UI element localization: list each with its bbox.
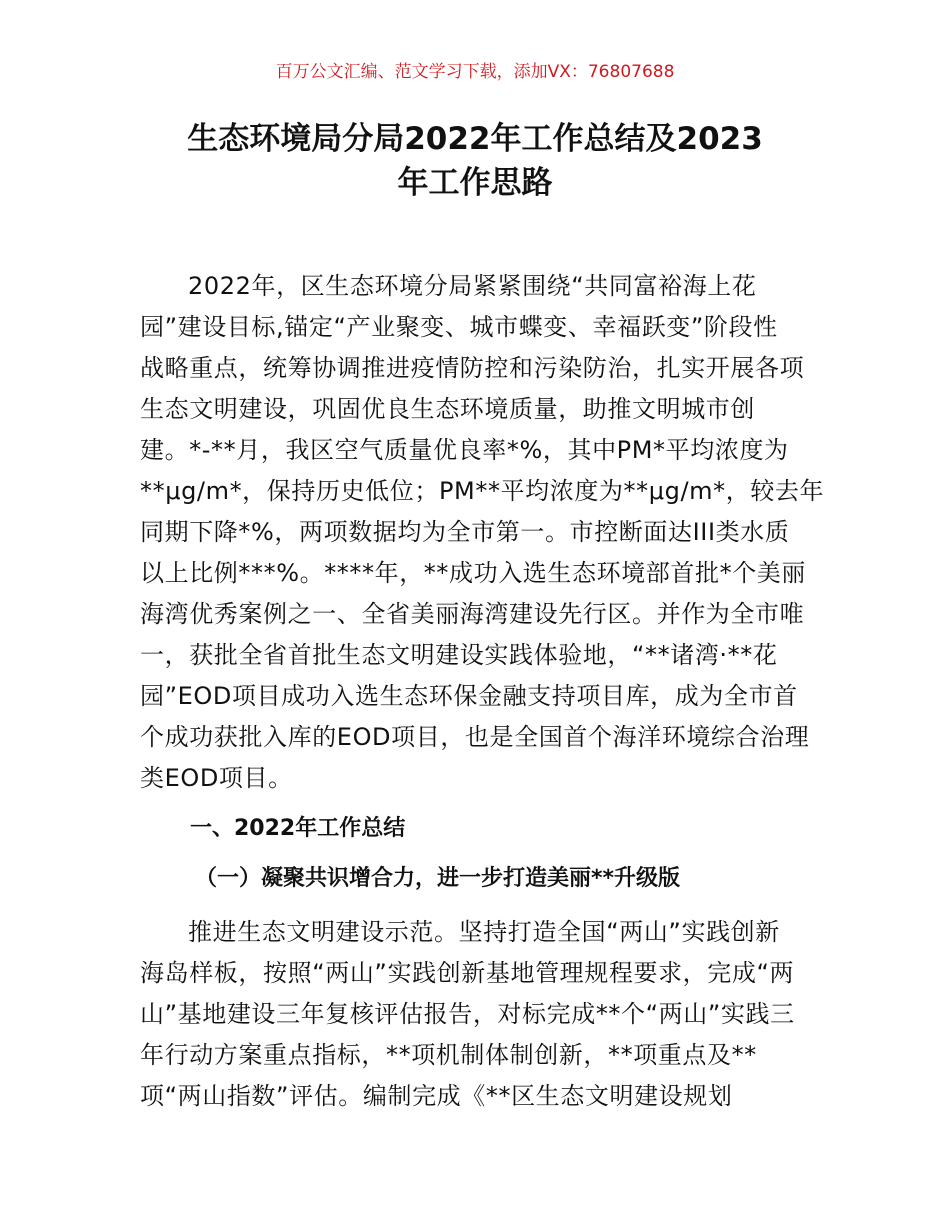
paragraph-line: 建。*-**月，我区空气质量优良率*%，其中PM*平均浓度为 [140,436,789,464]
document-title-line-2: 年工作思路 [397,165,553,201]
paragraph-line: 园”EOD项目成功入选生态环保金融支持项目库，成为全市首 [140,682,798,710]
paragraph-line: 园”建设目标,锚定“产业聚变、城市蝶变、幸福跃变”阶段性 [140,313,778,341]
paragraph-line: 海湾优秀案例之一、全省美丽海湾建设先行区。并作为全市唯 [140,600,805,628]
paragraph-line: 山”基地建设三年复核评估报告，对标完成**个“两山”实践三 [140,1000,795,1028]
paragraph-line: 同期下降*%，两项数据均为全市第一。市控断面达III类水质 [140,518,790,546]
paragraph-line: 年行动方案重点指标，**项机制体制创新，**项重点及** [140,1041,757,1069]
section-heading: 一、2022年工作总结 [190,816,406,841]
paragraph-line: 个成功获批入库的EOD项目，也是全国首个海洋环境综合治理 [140,723,810,751]
subsection-heading: （一）凝聚共识增合力，进一步打造美丽**升级版 [195,866,681,891]
paragraph-line: 海岛样板，按照“两山”实践创新基地管理规程要求，完成“两 [140,959,795,987]
paragraph-line: **μg/m*，保持历史低位；PM**平均浓度为**μg/m*，较去年 [140,477,825,505]
paragraph-line: 以上比例***%。****年，**成功入选生态环境部首批*个美丽 [140,559,807,587]
watermark-text: 百万公文汇编、范文学习下载，添加VX：76807688 [275,62,675,82]
paragraph-line: 生态文明建设，巩固优良生态环境质量，助推文明城市创 [140,395,755,423]
paragraph-line: 类EOD项目。 [140,764,293,792]
document-title-line-1: 生态环境局分局2022年工作总结及2023 [187,121,763,157]
paragraph-line: 战略重点，统筹协调推进疫情防控和污染防治，扎实开展各项 [140,354,805,382]
paragraph-line: 一，获批全省首批生态文明建设实践体验地，“**诸湾·**花 [140,641,778,669]
paragraph-line: 推进生态文明建设示范。坚持打造全国“两山”实践创新 [188,918,780,946]
paragraph-line: 项“两山指数”评估。编制完成《**区生态文明建设规划 [140,1082,733,1110]
paragraph-line: 2022年，区生态环境分局紧紧围绕“共同富裕海上花 [188,272,757,300]
